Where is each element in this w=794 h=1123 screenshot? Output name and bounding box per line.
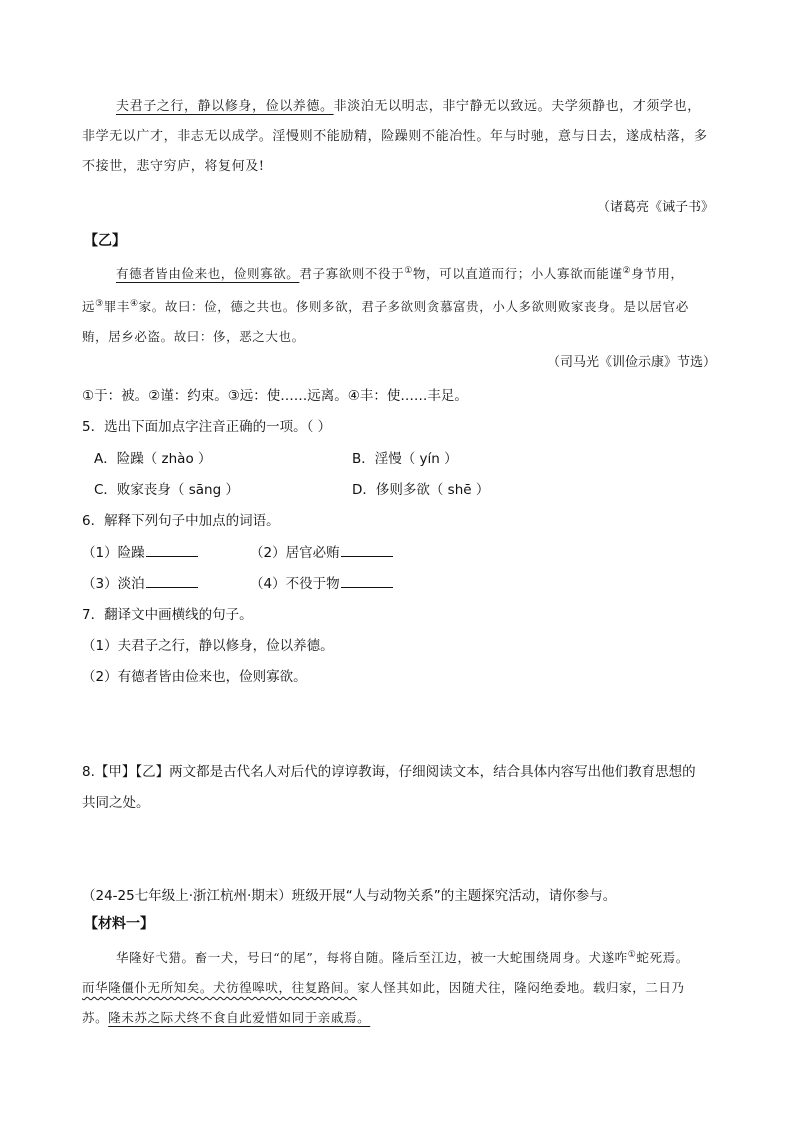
material-1-underlined-sentence: 隆未苏之际犬终不食自此爱惜如同于亲戚焉。 [108,1010,371,1026]
q5-stem: 5．选出下面加点字注音正确的一项。（ ） [82,419,332,435]
material-1-tag: 【材料一】 [84,916,154,932]
jia-underlined-sentence: 夫君子之行，静以修身，俭以养德。 [116,99,334,114]
q5-option-b: B．淫慢（ yín ） [352,451,458,467]
q6-item-4: （4）不役于物 [250,572,393,592]
q6-stem: 6．解释下列句子中加点的词语。 [82,513,280,529]
yi-line-1: 有德者皆由俭来也，俭则寡欲。君子寡欲则不役于①物，可以直道而行；小人寡欲而能谨②身节用， [116,266,684,282]
q6-item-3: （3）淡泊 [82,572,198,592]
material-1-line-1: 华隆好弋猎。畜一犬，号曰“的尾”，每将自随。隆后至江边，被一大蛇围绕周身。犬遂咋①蛇死焉。 [116,950,689,966]
material-1-passage [82,940,732,1033]
yi-passage [82,256,732,352]
jia-line-2: 非学无以广才，非志无以成学。淫慢则不能励精，险躁则不能冶性。年与时驰，意与日去，遂成枯落，多 [82,129,708,144]
yi-tag: 【乙】 [84,233,126,249]
q6-item-2: （2）居官必贿 [250,541,393,561]
jia-line-3: 不接世，悲守穷庐，将复何及! [82,159,265,174]
material-1-line-2: 而华隆僵仆无所知矣。犬彷徨嗥吠，往复路间。家人怪其如此，因随犬往，隆闷绝委地。载归家，二日乃 [82,980,685,996]
jia-source: （诸葛亮《诫子书》 [596,200,714,215]
q8-line-2: 共同之处。 [82,795,150,811]
yi-notes: ①于：被。②谨：约束。③远：使……远离。④丰：使……丰足。 [82,388,468,404]
yi-line-3: 贿，居乡必盗。故曰：侈，恶之大也。 [82,329,305,345]
q7-sentence-1: （1）夫君子之行，静以修身，俭以养德。 [82,638,334,654]
q5-option-a: A．险躁（ zhào ） [94,451,212,467]
yi-line-2: 远③罪丰④家。故曰：俭，德之共也。侈则多欲，君子多欲则贪慕富贵，小人多欲则败家丧身。是以居官必 [82,299,689,315]
answer-blank[interactable] [146,542,198,557]
jia-passage [82,92,722,182]
material-1-wavy-sentence: 而华隆僵仆无所知矣。犬彷徨嗥吠，往复路间。 [82,980,358,996]
jia-line-1: 夫君子之行，静以修身，俭以养德。非淡泊无以明志，非宁静无以致远。夫学须静也，才须学也， [116,99,701,114]
q7-stem: 7．翻译文中画横线的句子。 [82,607,253,623]
q5-option-c: C．败家丧身（ sāng ） [94,482,239,498]
next-intro: （24-25七年级上·浙江杭州·期末）班级开展“人与动物关系”的主题探究活动，请你参与。 [82,888,617,904]
material-1-line-3: 苏。隆未苏之际犬终不食自此爱惜如同于亲戚焉。 [82,1010,371,1026]
q7-sentence-2: （2）有德者皆由俭来也，俭则寡欲。 [82,669,307,685]
q8-line-1: 8.【甲】【乙】两文都是古代名人对后代的谆谆教诲，仔细阅读文本，结合具体内容写出他们教育思想的 [82,764,696,780]
answer-blank[interactable] [146,573,198,588]
q6-item-1: （1）险躁 [82,541,198,561]
q5-option-d: D．侈则多欲（ shē ） [352,482,490,498]
answer-blank[interactable] [341,542,393,557]
yi-underlined-sentence: 有德者皆由俭来也，俭则寡欲。 [116,266,300,282]
answer-blank[interactable] [341,573,393,588]
yi-source: （司马光《训俭示康》节选） [546,355,716,370]
